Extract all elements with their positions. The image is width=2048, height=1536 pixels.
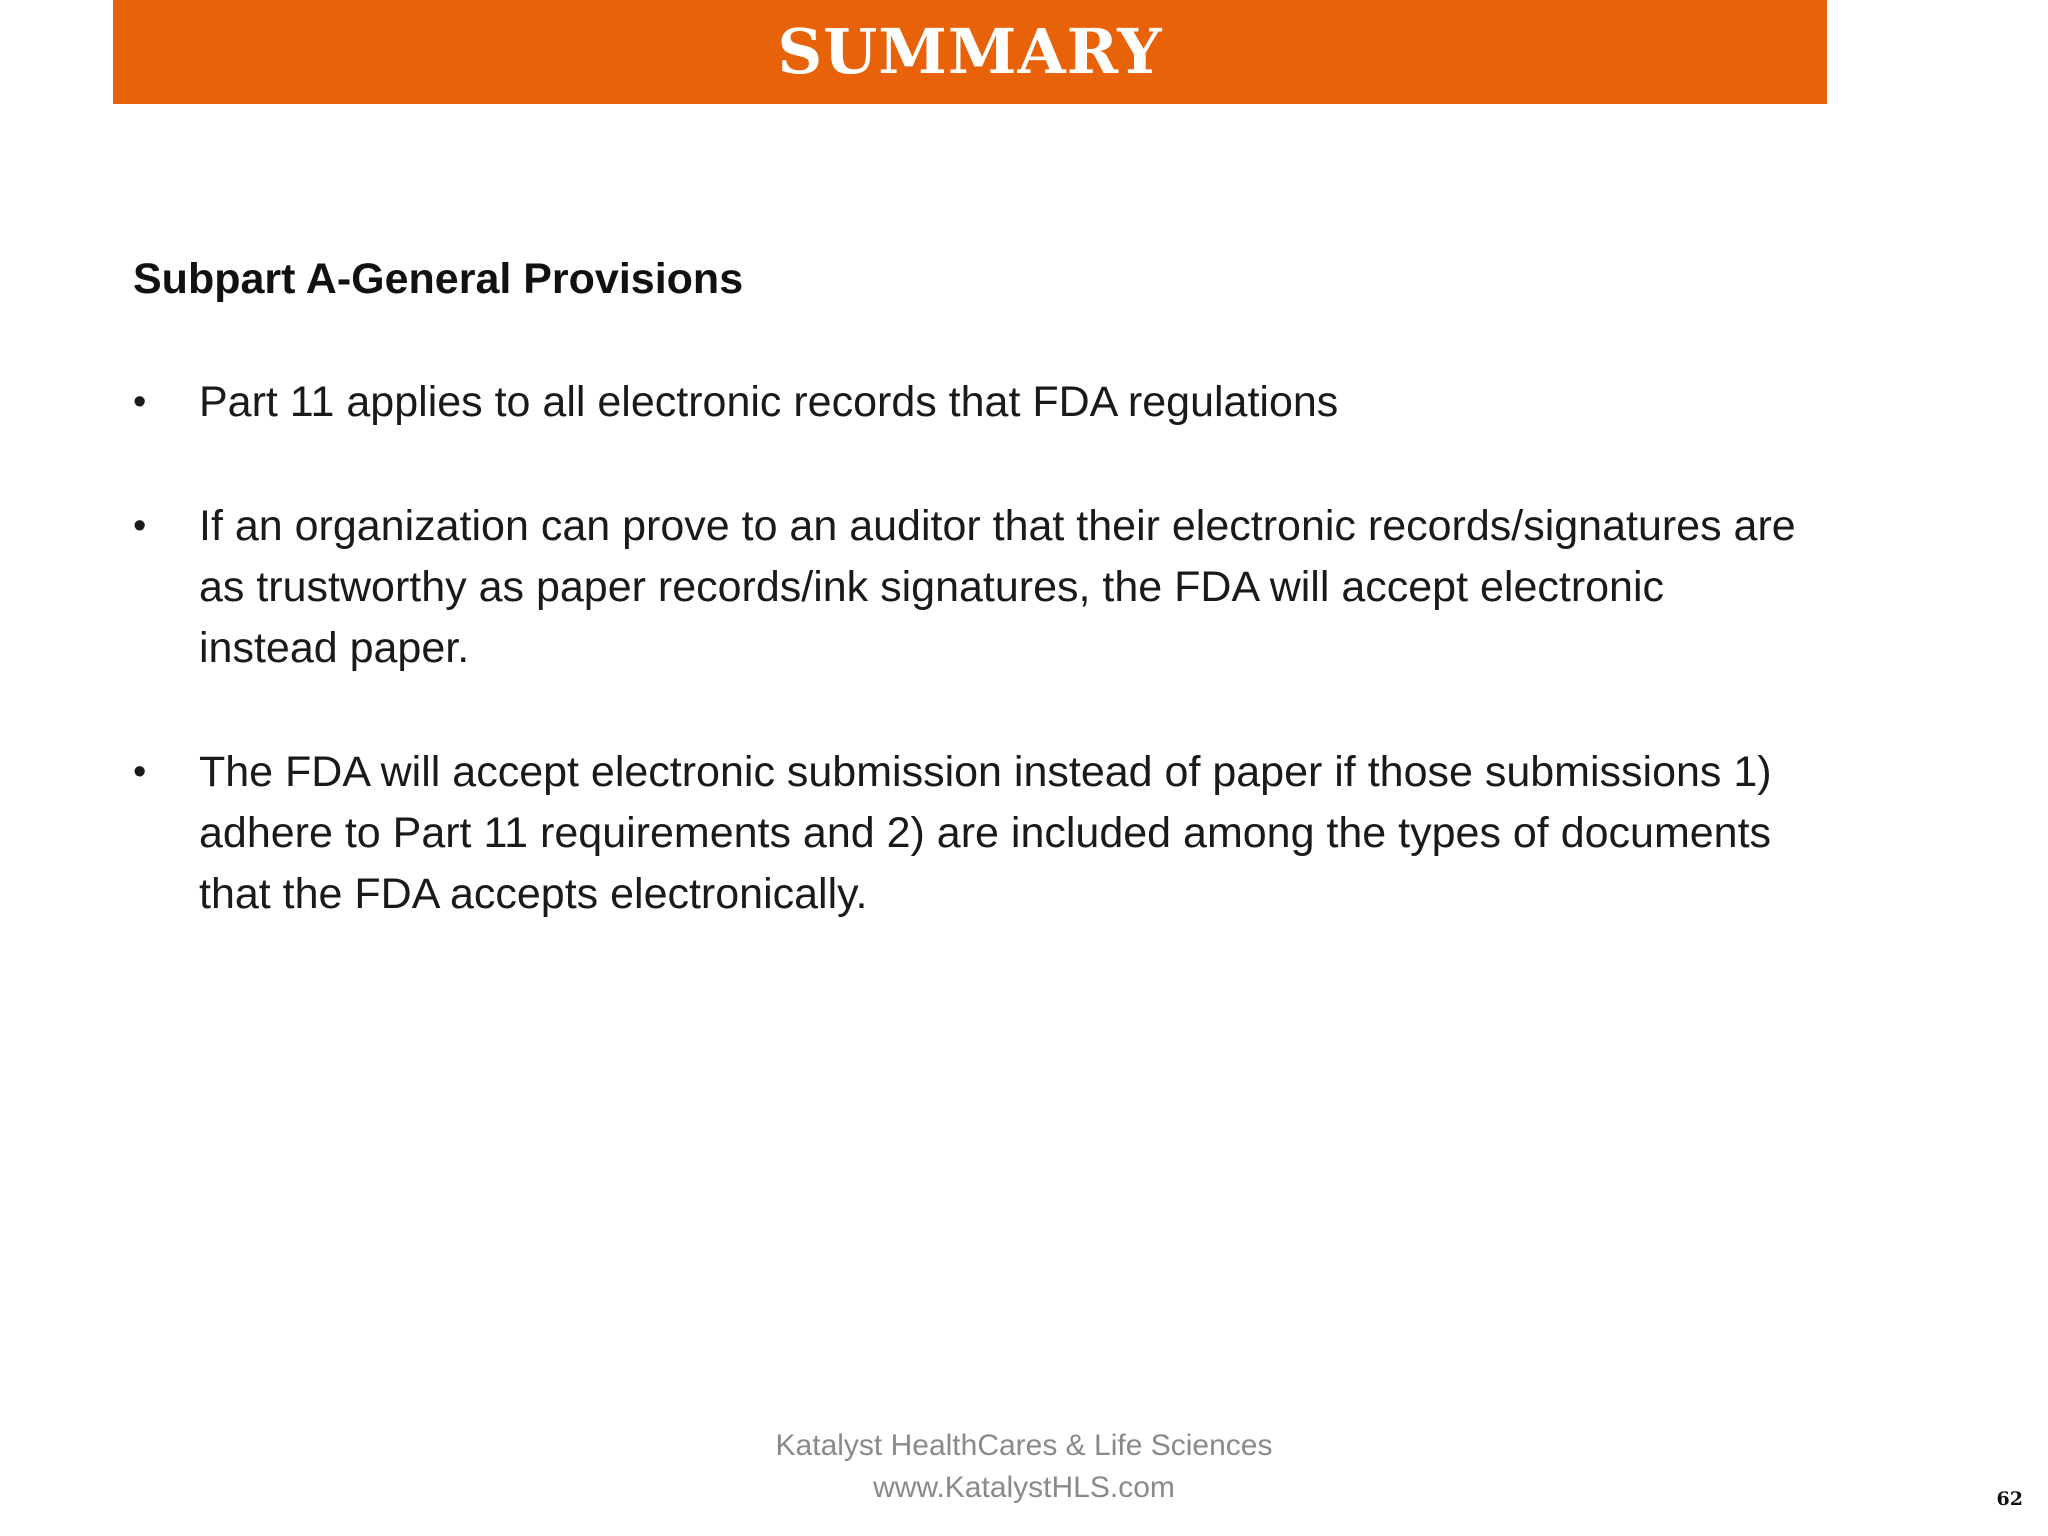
bullet-icon: •: [133, 751, 147, 793]
footer-company: Katalyst HealthCares & Life Sciences: [775, 1429, 1273, 1462]
bullet-text: If an organization can prove to an auditor that their electronic records/signatures are as trustworthy as paper records/ink signatures, the FDA will accept electronic instead paper.: [199, 502, 1796, 672]
bullet-text: Part 11 applies to all electronic records that FDA regulations: [199, 378, 1339, 426]
bullet-text: The FDA will accept electronic submission instead of paper if those submissions 1) adhere to Part 11 requirements and 2) are included among the types of documents that the FDA accepts electronically.: [199, 748, 1772, 918]
bullet-item: [133, 742, 1813, 925]
section-heading: Subpart A-General Provisions: [133, 255, 744, 303]
footer-url: www.KatalystHLS.com: [873, 1471, 1175, 1504]
bullet-icon: •: [133, 505, 147, 547]
page-number: 62: [1996, 1488, 2023, 1510]
bullet-list: [133, 372, 1813, 988]
bullet-icon: •: [133, 381, 147, 423]
bullet-item: [133, 372, 1813, 433]
title-bar: [113, 0, 1827, 104]
bullet-item: [133, 496, 1813, 679]
slide-title: SUMMARY: [777, 15, 1163, 88]
